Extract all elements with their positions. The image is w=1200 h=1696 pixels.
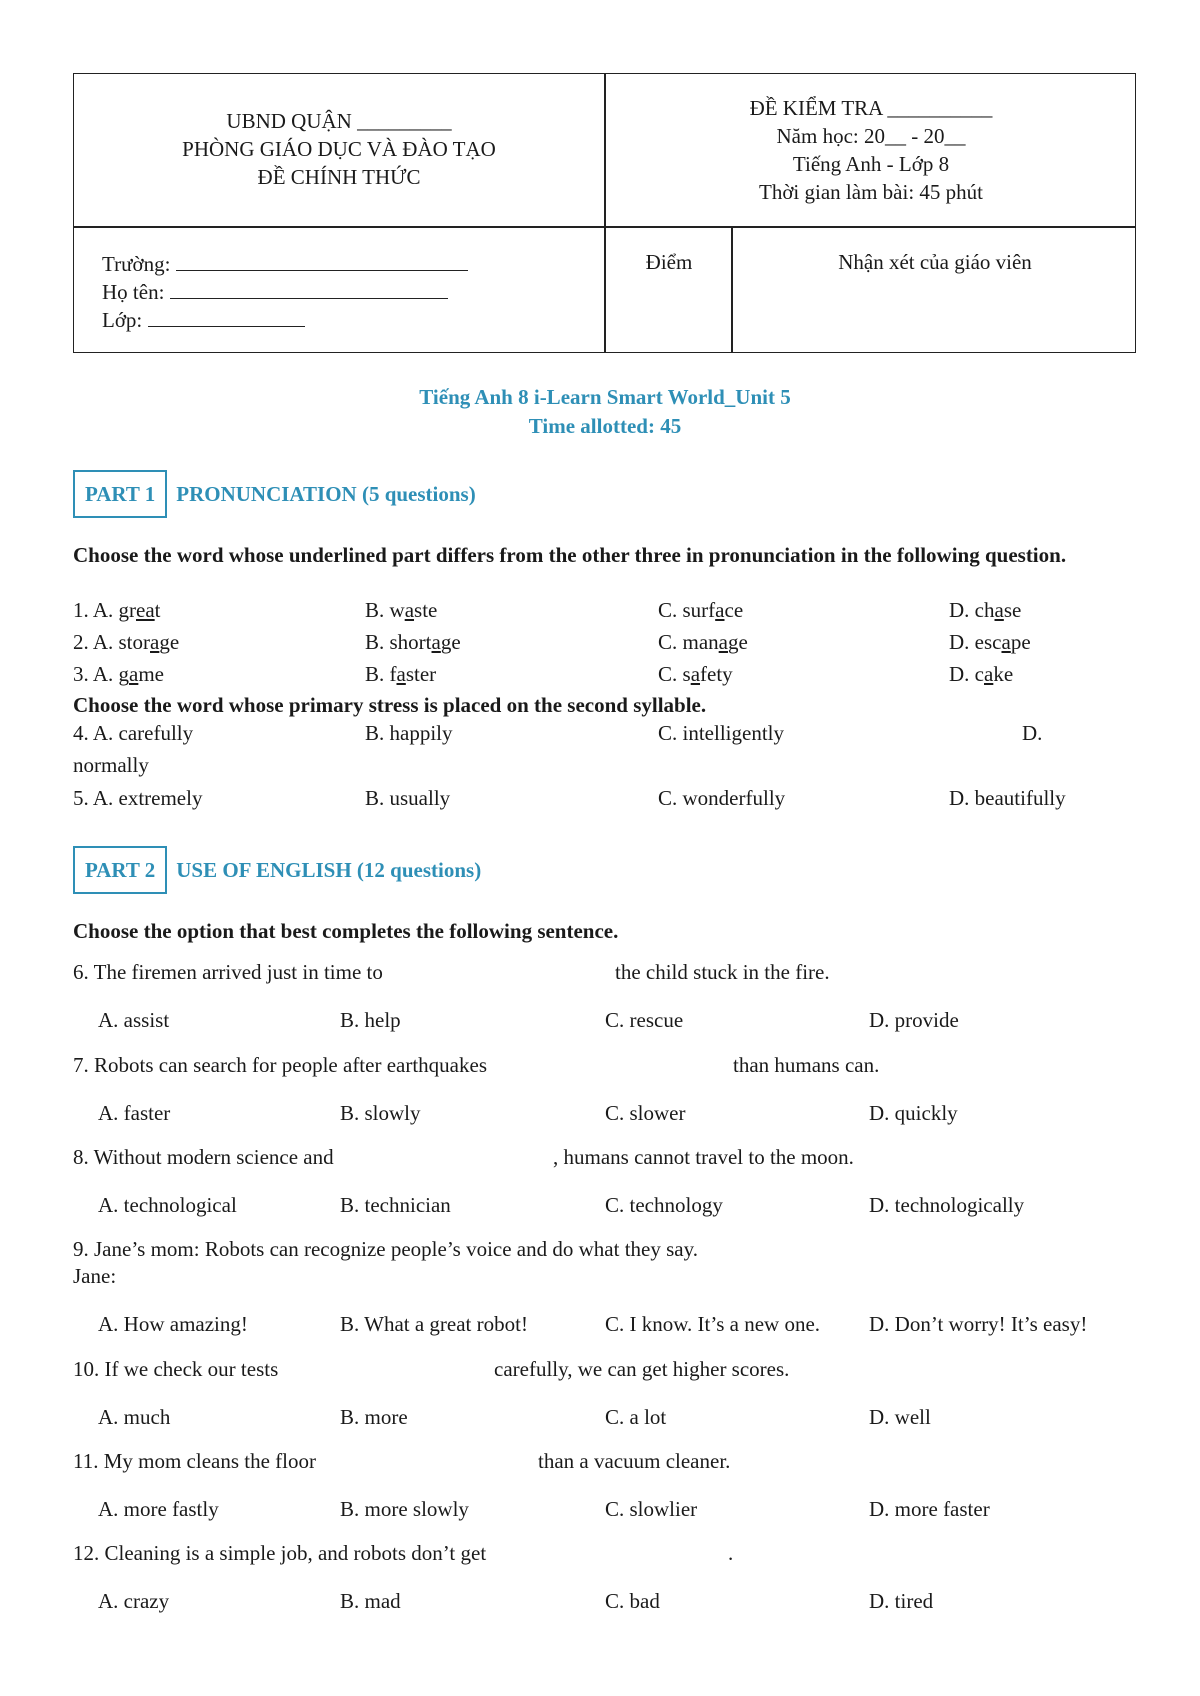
q7-option-a: A. faster <box>98 1101 171 1125</box>
part2-title: USE OF ENGLISH (12 questions) <box>176 857 482 882</box>
q8-stem-end: , humans cannot travel to the moon. <box>553 1145 854 1169</box>
part2-instruction: Choose the option that best completes the following sentence. <box>73 919 619 943</box>
q7-option-d: D. quickly <box>869 1101 958 1125</box>
q7-stem-end: than humans can. <box>733 1053 880 1077</box>
q12-option-d: D. tired <box>869 1589 934 1613</box>
q9-option-b: B. What a great robot! <box>340 1312 528 1336</box>
part1-heading <box>73 470 476 518</box>
q2-option-d: D. escape <box>949 630 1031 654</box>
header-table <box>73 73 1136 353</box>
q11-option-a: A. more fastly <box>98 1497 219 1521</box>
part1-instruction-stress: Choose the word whose primary stress is placed on the second syllable. <box>73 693 707 717</box>
part1-label: PART 1 <box>73 470 167 518</box>
q6-option-d: D. provide <box>869 1008 959 1032</box>
part1-instruction-pronunciation: Choose the word whose underlined part differs from the other three in pronunciation in the following question. <box>73 543 1067 567</box>
department-info <box>74 107 604 191</box>
q1-option-d: D. chase <box>949 598 1022 622</box>
q6-option-c: C. rescue <box>605 1008 684 1032</box>
header-divider <box>731 226 733 352</box>
part2-label: PART 2 <box>73 846 167 894</box>
q3-option-b: B. faster <box>365 662 437 686</box>
q11-stem-end: than a vacuum cleaner. <box>538 1449 731 1473</box>
q11-option-b: B. more slowly <box>340 1497 469 1521</box>
exam-title-line: ĐỀ KIỂM TRA __________ <box>749 96 993 120</box>
q10-stem-end: carefully, we can get higher scores. <box>494 1357 790 1381</box>
student-info <box>102 250 468 334</box>
q4-option-a: 4. A. carefully <box>73 721 194 745</box>
q8-option-a: A. technological <box>98 1193 237 1217</box>
part1-title: PRONUNCIATION (5 questions) <box>176 481 476 506</box>
q11-option-c: C. slowlier <box>605 1497 698 1521</box>
q2-option-a: 2. A. storage <box>73 630 180 654</box>
school-label: Trường: <box>102 252 171 276</box>
q10-option-a: A. much <box>98 1405 171 1429</box>
q5-option-d: D. beautifully <box>949 786 1066 810</box>
q7-option-b: B. slowly <box>340 1101 421 1125</box>
q10-option-c: C. a lot <box>605 1405 667 1429</box>
q5-option-b: B. usually <box>365 786 451 810</box>
exam-info <box>606 94 1136 206</box>
official-exam-line: ĐỀ CHÍNH THỨC <box>257 165 421 189</box>
q12-stem-start: 12. Cleaning is a simple job, and robots don’t get <box>73 1541 487 1565</box>
q12-option-c: C. bad <box>605 1589 660 1613</box>
q5-option-c: C. wonderfully <box>658 786 786 810</box>
q12-option-b: B. mad <box>340 1589 401 1613</box>
class-field[interactable] <box>148 308 305 327</box>
q11-stem-start: 11. My mom cleans the floor <box>73 1449 317 1473</box>
q9-option-c: C. I know. It’s a new one. <box>605 1312 821 1336</box>
q2-option-b: B. shortage <box>365 630 461 654</box>
q10-option-b: B. more <box>340 1405 408 1429</box>
subject-line: Tiếng Anh - Lớp 8 <box>792 152 950 176</box>
q2-option-c: C. manage <box>658 630 748 654</box>
q6-option-a: A. assist <box>98 1008 170 1032</box>
part2-heading <box>73 846 481 894</box>
q9-option-a: A. How amazing! <box>98 1312 248 1336</box>
q12-option-a: A. crazy <box>98 1589 170 1613</box>
q8-option-d: D. technologically <box>869 1193 1025 1217</box>
q6-stem-end: the child stuck in the fire. <box>615 960 830 984</box>
q5-option-a: 5. A. extremely <box>73 786 203 810</box>
q4-option-d: D. <box>1022 721 1043 745</box>
q6-option-b: B. help <box>340 1008 401 1032</box>
q11-option-d: D. more faster <box>869 1497 990 1521</box>
q1-option-b: B. waste <box>365 598 438 622</box>
q3-option-a: 3. A. game <box>73 662 164 686</box>
q8-option-c: C. technology <box>605 1193 723 1217</box>
q3-option-d: D. cake <box>949 662 1014 686</box>
time-allotted: Time allotted: 45 <box>528 414 682 438</box>
teacher-comment-label: Nhận xét của giáo viên <box>838 250 1032 274</box>
name-field[interactable] <box>170 280 448 299</box>
class-label: Lớp: <box>102 308 143 332</box>
q6-stem-start: 6. The firemen arrived just in time to <box>73 960 383 984</box>
duration-line: Thời gian làm bài: 45 phút <box>759 180 983 204</box>
q7-option-c: C. slower <box>605 1101 686 1125</box>
test-title: Tiếng Anh 8 i-Learn Smart World_Unit 5 <box>419 385 791 409</box>
q9-stem-start: 9. Jane’s mom: Robots can recognize people’s voice and do what they say. <box>73 1237 698 1261</box>
q1-option-c: C. surface <box>658 598 744 622</box>
q4-option-d-text: normally <box>73 753 149 777</box>
q8-stem-start: 8. Without modern science and <box>73 1145 334 1169</box>
q4-option-c: C. intelligently <box>658 721 784 745</box>
q4-option-b: B. happily <box>365 721 453 745</box>
q7-stem-start: 7. Robots can search for people after earthquakes <box>73 1053 487 1077</box>
q9-option-d: D. Don’t worry! It’s easy! <box>869 1312 1088 1336</box>
department-line: PHÒNG GIÁO DỤC VÀ ĐÀO TẠO <box>182 137 496 161</box>
school-year-line: Năm học: 20__ - 20__ <box>776 124 966 148</box>
q10-option-d: D. well <box>869 1405 931 1429</box>
district-line: UBND QUẬN _________ <box>226 109 452 133</box>
score-label: Điểm <box>645 250 693 274</box>
q10-stem-start: 10. If we check our tests <box>73 1357 279 1381</box>
name-label: Họ tên: <box>102 280 165 304</box>
school-field[interactable] <box>176 252 468 271</box>
q3-option-c: C. safety <box>658 662 733 686</box>
q9-stem-end: Jane: <box>73 1264 117 1288</box>
q1-option-a: 1. A. great <box>73 598 161 622</box>
header-divider <box>74 226 1135 228</box>
q8-option-b: B. technician <box>340 1193 451 1217</box>
q12-stem-end: . <box>728 1541 734 1565</box>
